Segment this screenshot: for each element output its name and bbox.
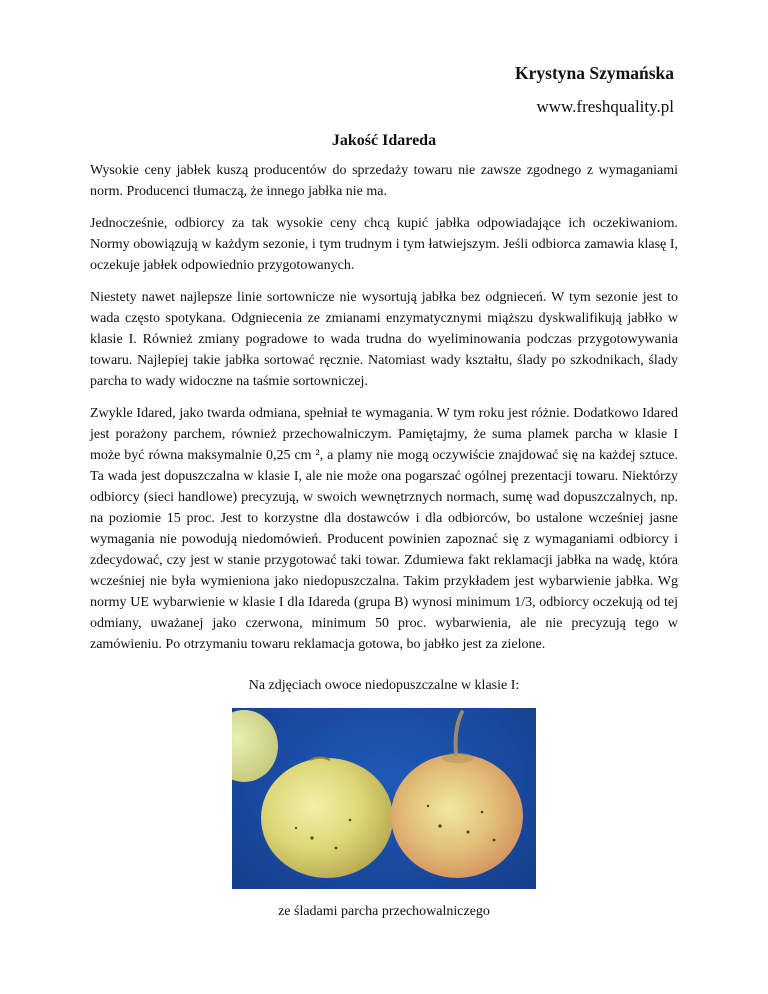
author-name: Krystyna Szymańska [515, 63, 674, 83]
paragraph: Wysokie ceny jabłek kuszą producentów do sprzedaży towaru nie zawsze zgodnego z wymaganiami norm. Producenci tłumaczą, że innego jabłka nie ma. [90, 163, 678, 199]
figure-caption-above: Na zdjęciach owoce niedopuszczalne w klasie I: [248, 678, 520, 693]
apples-photo [232, 708, 536, 889]
apple-left [261, 758, 393, 878]
paragraph: Jednocześnie, odbiorcy za tak wysokie ceny chcą kupić jabłka odpowiadające ich oczekiwaniom. Normy obowiązują w każdym sezonie, i tym trudnym i tym łatwiejszym. Jeśli odbiorca zamawia klasę I, oczekuje jabłek odpowiednio przygotowanych. [90, 216, 678, 273]
apple-partial [232, 710, 278, 782]
article-title: Jakość Idareda [331, 132, 437, 149]
apples-illustration [232, 708, 536, 889]
paragraph: Niestety nawet najlepsze linie sortownicze nie wysortują jabłka bez odgnieceń. W tym sezonie jest to wada często spotykana. Odgniecenia ze zmianami enzymatycznymi miąższu dyskwalifikują jabłko w klasie I. Również zmiany pogradowe to wada trudna do wyeliminowania podczas przygotowywania towaru. Najlepiej takie jabłka sortować ręcznie. Natomiast wady kształtu, ślady po szkodnikach, ślady parcha to wady widoczne na taśmie sortowniczej. [90, 290, 678, 389]
website-url: www.freshquality.pl [536, 97, 674, 116]
apple-right [391, 754, 523, 878]
article-body [90, 160, 678, 666]
paragraph: Zwykle Idared, jako twarda odmiana, spełniał te wymagania. W tym roku jest różnie. Dodatkowo Idared jest porażony parchem, również przechowalniczym. Pamiętajmy, że suma plamek parcha w klasie I może być równa maksymalnie 0,25 cm ², a plamy nie mogą oczywiście znajdować się na każdej sztuce. Ta wada jest dopuszczalna w klasie I, ale nie może ona pogarszać ogólnej prezentacji towaru. Niektórzy odbiorcy (sieci handlowe) precyzują, w swoich wewnętrznych normach, sumę wad dopuszczalnych, np. na poziomie 15 proc. Jest to korzystne dla dostawców i dla odbiorców, bo ustalone wcześniej jasne wymagania nie powodują niedomówień. Producent powinien zapoznać się z wymaganiami odbiorcy i zdecydować, czy jest w stanie przygotować taki towar. Zdumiewa fakt reklamacji jabłka na wadę, która wcześniej nie była wymieniona jako niedopuszczalna. Takim przykładem jest wybarwienie jabłka. Wg normy UE wybarwienie w klasie I dla Idareda (grupa B) wynosi minimum 1/3, odbiorcy oczekują od tej odmiany, uważanej jako czerwona, minimum 50 proc. wybarwienia, ale nie precyzują tego w zamówieniu. Po otrzymaniu towaru reklamacja gotowa, bo jabłko jest za zielone. [90, 406, 678, 652]
figure-caption-below: ze śladami parcha przechowalniczego [278, 904, 490, 919]
